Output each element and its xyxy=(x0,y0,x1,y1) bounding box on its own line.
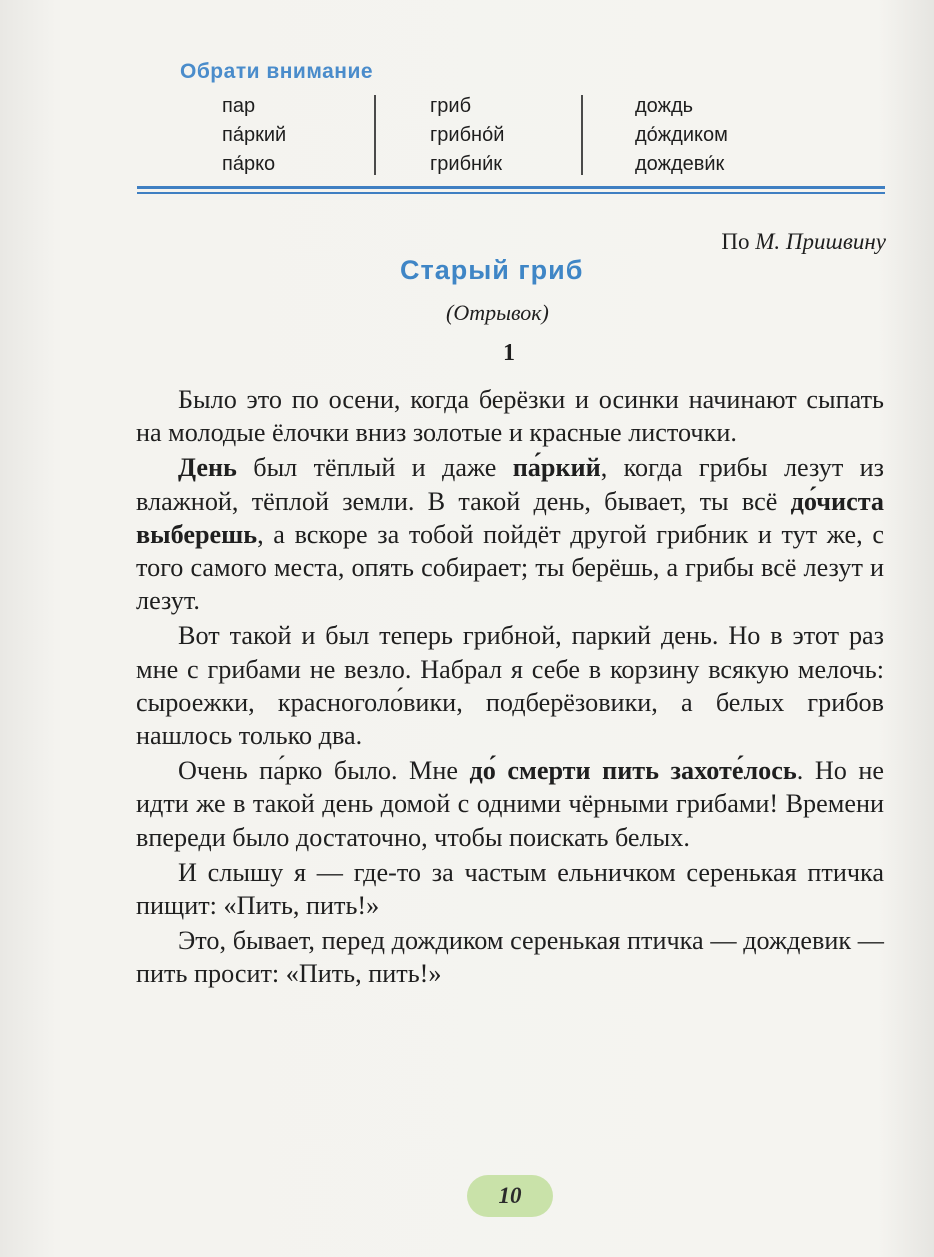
part-number: 1 xyxy=(503,340,515,366)
bold-word: па́ркий xyxy=(512,453,601,483)
text-run: был тёплый и даже xyxy=(236,453,513,483)
word-item: грибно́й xyxy=(430,124,505,146)
word-column-1 xyxy=(222,92,286,179)
word-column-3 xyxy=(635,92,728,179)
author-credit xyxy=(721,229,886,255)
author-name: М. Пришвину xyxy=(755,229,886,254)
bold-word: День xyxy=(178,453,237,483)
paragraph xyxy=(136,754,884,854)
word-item: па́рко xyxy=(222,153,276,175)
text-run: Очень па́рко было. Мне xyxy=(178,756,470,786)
paragraph: Вот такой и был теперь грибной, паркий день. Но в этот раз мне с грибами не везло. Набрал я себе в корзину всякую мелочь: сыроежки, красноголо́вики, подберёзовики, а белых грибов нашлось только два. xyxy=(136,621,884,751)
word-item: дождь xyxy=(635,95,694,117)
word-item: до́ждиком xyxy=(635,124,728,146)
note-heading: Обрати внимание xyxy=(180,60,374,83)
page-number-badge: 10 xyxy=(467,1175,553,1217)
column-divider xyxy=(581,95,583,175)
paragraph: Было это по осени, когда берёзки и осинки начинают сыпать на молодые ёлочки вниз золотые и красные листочки. xyxy=(136,385,884,448)
section-rule xyxy=(137,192,885,194)
paragraph: Это, бывает, перед дождиком серенькая птичка — дождевик — пить просит: «Пить, пить!» xyxy=(136,926,884,989)
text-run: , когда грибы лезут из влажной, тёплой земли. В такой день, бывает, ты всё xyxy=(136,453,884,516)
word-item: гриб xyxy=(430,95,472,117)
text-run: . Но не идти же в такой день домой с одними чёрными грибами! Времени впереди было достаточно, чтобы поискать белых. xyxy=(136,756,884,852)
bold-word: до́ смерти пить захоте́лось xyxy=(469,756,797,786)
word-item: грибни́к xyxy=(430,153,503,175)
story-title: Старый гриб xyxy=(400,255,584,285)
section-rule xyxy=(137,186,885,189)
word-item: па́ркий xyxy=(222,124,287,146)
story-body xyxy=(136,383,884,993)
bold-word: до́чиста выберешь xyxy=(136,486,884,549)
word-item: пар xyxy=(222,95,256,117)
paragraph: И слышу я — где-то за частым ельничком серенькая птичка пищит: «Пить, пить!» xyxy=(136,857,884,921)
author-prefix: По xyxy=(721,229,750,254)
story-subtitle: (Отрывок) xyxy=(446,300,549,325)
column-divider xyxy=(374,95,376,175)
word-item: дождеви́к xyxy=(635,153,725,175)
paragraph xyxy=(136,451,884,617)
text-run: , а вскоре за тобой пойдёт другой грибник и тут же, с того самого места, опять собирает; ты берёшь, а грибы всё лезут и лезут. xyxy=(136,519,884,616)
word-column-2 xyxy=(430,92,504,179)
